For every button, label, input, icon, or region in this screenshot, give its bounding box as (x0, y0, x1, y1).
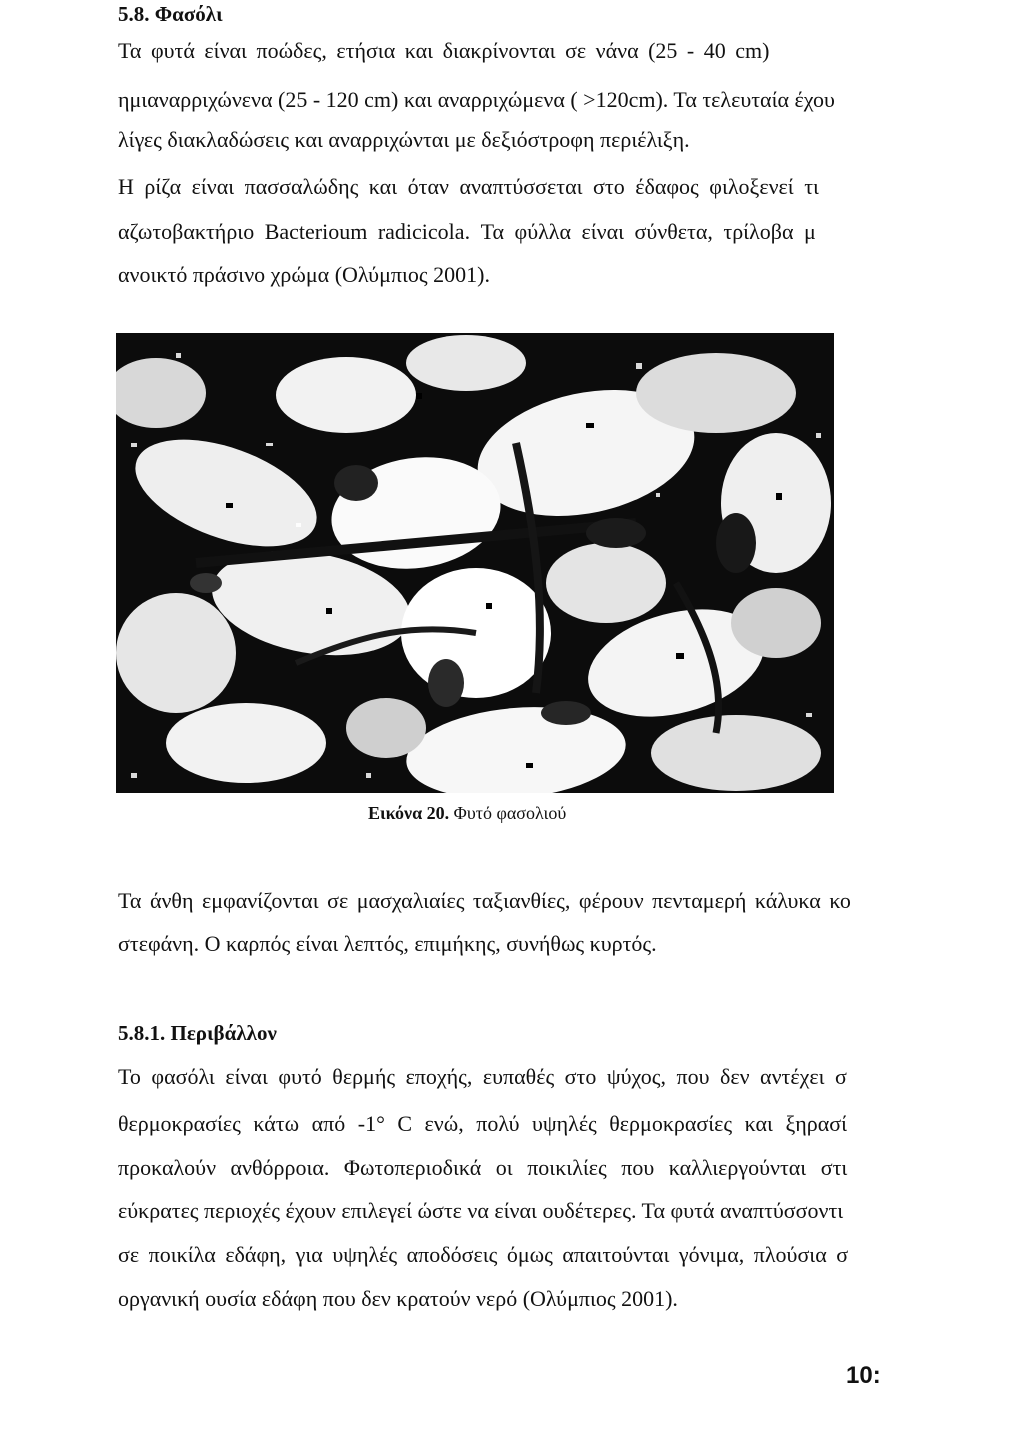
paragraph-line (118, 1064, 847, 1090)
paragraph-line (118, 1155, 847, 1181)
text-line: Η ρίζα είναι πασσαλώδης και όταν αναπτύσσεται στο έδαφος φιλοξενεί τι (118, 174, 819, 199)
subsection-heading: 5.8.1. Περιβάλλον (118, 1021, 277, 1045)
caption-label: Εικόνα 20. (368, 803, 450, 823)
paragraph-line (118, 87, 835, 113)
paragraph-line (118, 174, 819, 200)
paragraph-line (118, 219, 816, 245)
text-line: εύκρατες περιοχές έχουν επιλεγεί ώστε να είναι ουδέτερες. Τα φυτά αναπτύσσοντι (118, 1198, 844, 1223)
paragraph-line (118, 262, 490, 288)
text-line: ανοικτό πράσινο χρώμα (Ολύμπιος 2001). (118, 262, 490, 287)
text-line: ημιαναρριχώνενα (25 - 120 cm) και αναρριχώμενα ( >120cm). Τα τελευταία έχου (118, 87, 835, 112)
text-line: σε ποικίλα εδάφη, για υψηλές αποδόσεις όμως απαιτούνται γόνιμα, πλούσια σ (118, 1242, 849, 1267)
text-line: Τα άνθη εμφανίζονται σε μασχαλιαίες ταξιανθίες, φέρουν πενταμερή κάλυκα κο (118, 888, 851, 913)
text-line: προκαλούν ανθόρροια. Φωτοπεριοδικά οι ποικιλίες που καλλιεργούνται στι (118, 1155, 848, 1180)
paragraph-line (118, 1286, 678, 1312)
text-line: στεφάνη. Ο καρπός είναι λεπτός, επιμήκης, συνήθως κυρτός. (118, 931, 657, 956)
page-number: 10: (846, 1362, 881, 1389)
text-line: λίγες διακλαδώσεις και αναρριχώνται με δεξιόστροφη περιέλιξη. (118, 127, 690, 152)
paragraph-line (118, 888, 851, 914)
figure-caption (368, 802, 566, 824)
paragraph-line (118, 1242, 848, 1268)
paragraph-line (118, 1198, 843, 1224)
paragraph-line (118, 1111, 847, 1137)
text-line: θερμοκρασίες κάτω από -1° C ενώ, πολύ υψηλές θερμοκρασίες και ξηρασί (118, 1111, 848, 1136)
section-heading: 5.8. Φασόλι (118, 2, 223, 26)
text-line: Τα φυτά είναι ποώδες, ετήσια και διακρίνονται σε νάνα (25 - 40 cm) (118, 38, 770, 63)
paragraph-line (118, 931, 657, 957)
paragraph-line (118, 127, 690, 153)
caption-text: Φυτό φασολιού (449, 803, 567, 823)
bean-plant-photo (116, 333, 834, 793)
text-line: Το φασόλι είναι φυτό θερμής εποχής, ευπαθές στο ψύχος, που δεν αντέχει σ (118, 1064, 847, 1089)
text-line: αζωτοβακτήριο Bacterioum radicicola. Τα φύλλα είναι σύνθετα, τρίλοβα μ (118, 219, 816, 244)
paragraph-line (118, 38, 890, 64)
text-line: οργανική ουσία εδάφη που δεν κρατούν νερό (Ολύμπιος 2001). (118, 1286, 678, 1311)
